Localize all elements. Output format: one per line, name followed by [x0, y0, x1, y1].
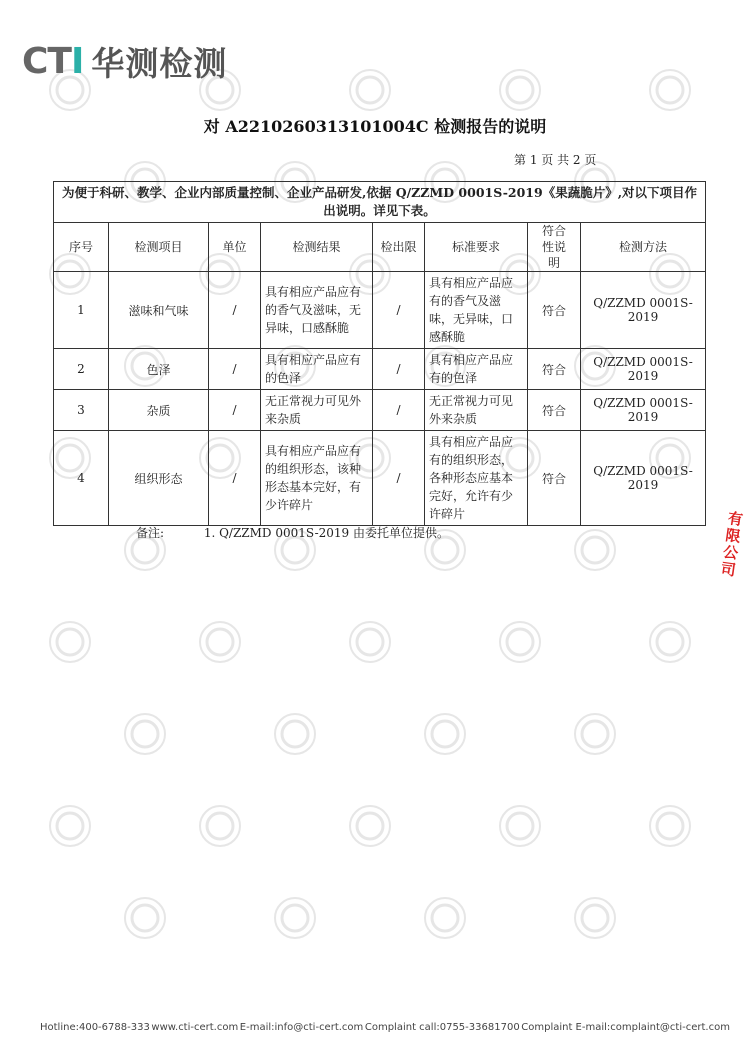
remarks-text: 1. Q/ZZMD 0001S-2019 由委托单位提供。 [203, 526, 449, 540]
watermark-mark [500, 806, 540, 846]
cell-standard: 具有相应产品应有的组织形态，各种形态应基本完好，允许有少许碎片 [425, 431, 528, 526]
watermark-mark [125, 714, 165, 754]
footer-email: E-mail:info@cti-cert.com [239, 1022, 364, 1033]
watermark-mark [575, 898, 615, 938]
cell-limit: / [373, 390, 425, 431]
watermark-mark [357, 629, 383, 655]
cell-unit: / [209, 431, 261, 526]
report-table [53, 181, 706, 526]
col-header: 符合性说明 [528, 223, 581, 272]
cell-standard: 具有相应产品应有的香气及滋味，无异味，口感酥脆 [425, 272, 528, 349]
cell-method: Q/ZZMD 0001S-2019 [581, 431, 706, 526]
watermark-mark [657, 813, 683, 839]
cell-limit: / [373, 349, 425, 390]
document-title: 对 A2210260313101004C 检测报告的说明 [203, 117, 547, 136]
cell-standard: 无正常视力可见外来杂质 [425, 390, 528, 431]
watermark-mark [582, 721, 608, 747]
watermark-mark [125, 898, 165, 938]
watermark-mark [357, 77, 383, 103]
watermark-mark [350, 622, 390, 662]
watermark-mark [657, 77, 683, 103]
footer-website: www.cti-cert.com [151, 1022, 239, 1033]
watermark-mark [507, 77, 533, 103]
logo-letters: CTI [22, 40, 84, 82]
watermark-mark [50, 806, 90, 846]
cell-conformity: 符合 [528, 431, 581, 526]
cell-limit: / [373, 431, 425, 526]
watermark-mark [57, 629, 83, 655]
logo-chinese-name: 华测检测 [91, 43, 228, 83]
footer-complaint-call: Complaint call:0755-33681700 [364, 1022, 520, 1033]
cell-no: 4 [54, 431, 109, 526]
watermark-mark [282, 905, 308, 931]
watermark-mark [507, 813, 533, 839]
watermark-mark [275, 714, 315, 754]
footer-hotline: Hotline:400-6788-333 [40, 1022, 150, 1033]
cell-result: 具有相应产品应有的色泽 [261, 349, 373, 390]
col-header: 检测方法 [581, 223, 706, 272]
watermark-mark [575, 530, 615, 570]
watermark-mark [425, 714, 465, 754]
watermark-mark [582, 905, 608, 931]
col-header: 单位 [209, 223, 261, 272]
watermark-mark [425, 898, 465, 938]
watermark-mark [575, 714, 615, 754]
cell-item: 组织形态 [109, 431, 209, 526]
company-logo [22, 36, 227, 86]
watermark-mark [275, 898, 315, 938]
footer-complaint-email: Complaint E-mail:complaint@cti-cert.com [521, 1022, 730, 1033]
cell-limit: / [373, 272, 425, 349]
cell-result: 无正常视力可见外来杂质 [261, 390, 373, 431]
watermark-mark [357, 813, 383, 839]
page-number: 第 1 页 共 2 页 [514, 153, 597, 167]
cell-conformity: 符合 [528, 272, 581, 349]
cell-result: 具有相应产品应有的组织形态，该种形态基本完好，有少许碎片 [261, 431, 373, 526]
table-row [54, 390, 706, 431]
watermark-mark [432, 905, 458, 931]
watermark-mark [500, 622, 540, 662]
table-row [54, 272, 706, 349]
cell-standard: 具有相应产品应有的色泽 [425, 349, 528, 390]
col-header: 检测项目 [109, 223, 209, 272]
watermark-mark [650, 806, 690, 846]
table-intro: 为便于科研、教学、企业内部质量控制、企业产品研发,依据 Q/ZZMD 0001S-2019《果蔬脆片》,对以下项目作出说明。详见下表。 [54, 182, 706, 223]
remarks-label: 备注: [136, 526, 165, 540]
col-header: 检出限 [373, 223, 425, 272]
watermark-mark [57, 813, 83, 839]
watermark-mark [350, 806, 390, 846]
watermark-mark [207, 813, 233, 839]
col-header: 检测结果 [261, 223, 373, 272]
page-footer [40, 1022, 730, 1033]
watermark-mark [432, 721, 458, 747]
watermark-mark [282, 721, 308, 747]
cell-no: 2 [54, 349, 109, 390]
remarks [136, 524, 449, 541]
watermark-mark [207, 629, 233, 655]
watermark-mark [582, 537, 608, 563]
cell-method: Q/ZZMD 0001S-2019 [581, 390, 706, 431]
cell-unit: / [209, 390, 261, 431]
watermark-mark [132, 905, 158, 931]
cell-conformity: 符合 [528, 390, 581, 431]
cell-item: 滋味和气味 [109, 272, 209, 349]
cell-unit: / [209, 349, 261, 390]
cell-item: 色泽 [109, 349, 209, 390]
company-seal-fragment: 有限公司 [717, 509, 745, 580]
intro-row [54, 182, 706, 223]
cell-method: Q/ZZMD 0001S-2019 [581, 272, 706, 349]
watermark-mark [650, 622, 690, 662]
cell-result: 具有相应产品应有的香气及滋味，无异味，口感酥脆 [261, 272, 373, 349]
cell-item: 杂质 [109, 390, 209, 431]
cell-no: 1 [54, 272, 109, 349]
watermark-mark [200, 806, 240, 846]
header-row [54, 223, 706, 272]
cell-unit: / [209, 272, 261, 349]
watermark-mark [50, 622, 90, 662]
table-row [54, 349, 706, 390]
cell-conformity: 符合 [528, 349, 581, 390]
cell-no: 3 [54, 390, 109, 431]
watermark-mark [350, 70, 390, 110]
col-header: 序号 [54, 223, 109, 272]
watermark-mark [507, 629, 533, 655]
watermark-mark [200, 622, 240, 662]
watermark-mark [650, 70, 690, 110]
watermark-mark [657, 629, 683, 655]
watermark-mark [132, 721, 158, 747]
table-row [54, 431, 706, 526]
col-header: 标准要求 [425, 223, 528, 272]
watermark-mark [500, 70, 540, 110]
cell-method: Q/ZZMD 0001S-2019 [581, 349, 706, 390]
